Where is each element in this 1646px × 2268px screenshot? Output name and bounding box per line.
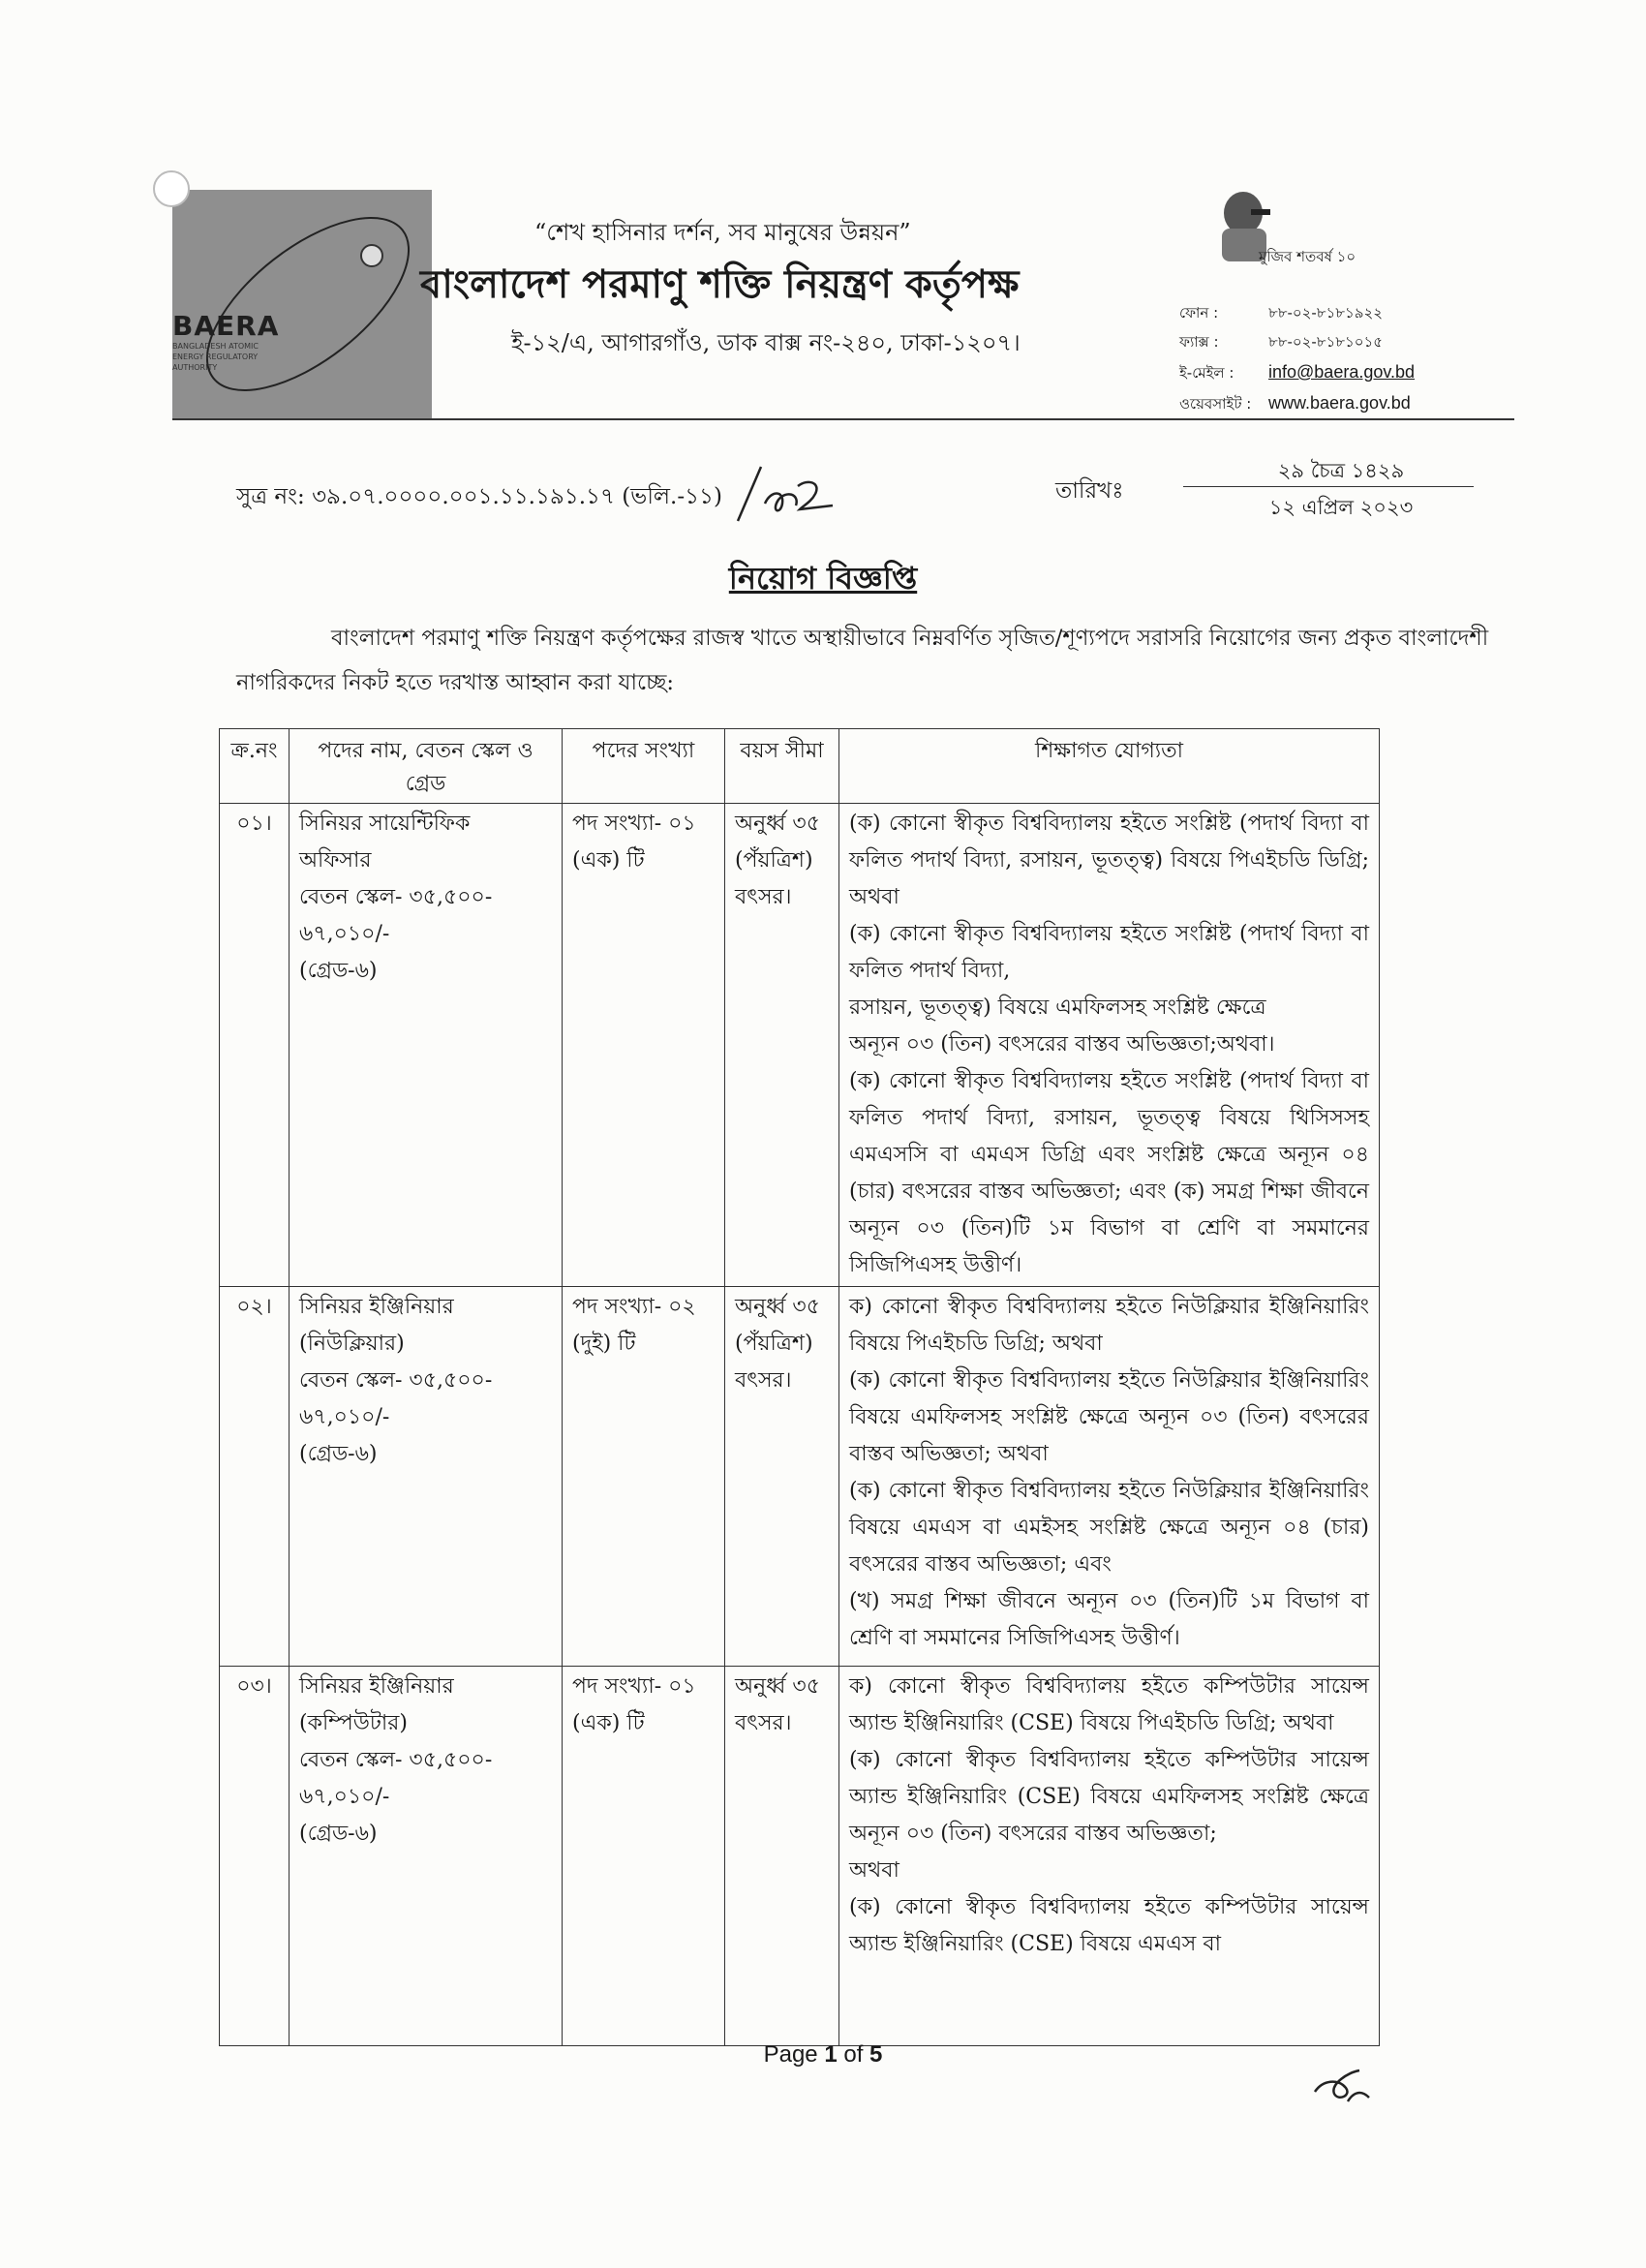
page-number: 1	[824, 2041, 838, 2068]
row-serial: ০১।	[220, 804, 290, 1287]
memo-reference: সুত্র নং: ৩৯.০৭.০০০০.০০১.১১.১৯১.১৭ (ভলি.-১১)	[236, 484, 722, 509]
row-count: পদ সংখ্যা- ০২ (দুই) টি	[563, 1287, 725, 1667]
phone-label: ফোন :	[1179, 304, 1219, 322]
post-line: বেতন স্কেল- ৩৫,৫০০-	[299, 885, 493, 909]
row-age: অনুর্ধ্ব ৩৫ (পঁয়ত্রিশ) বৎসর।	[725, 1287, 839, 1667]
qual-line: (খ) সমগ্র শিক্ষা জীবনে অন্যূন ০৩ (তিন)টি ১ম বিভাগ বা শ্রেণি বা সমমানের সিজিপিএসহ উত্তীর্ণ।	[849, 1589, 1369, 1650]
post-line: (গ্রেড-৬)	[299, 1442, 378, 1466]
post-line: ৬৭,০১০/-	[299, 1785, 390, 1809]
of-word: of	[843, 2041, 864, 2068]
post-line: অফিসার	[299, 848, 372, 873]
date-divider	[1183, 486, 1474, 487]
signature-initials	[1309, 2063, 1377, 2107]
baera-logo	[172, 190, 432, 418]
row-age: অনুর্ধ্ব ৩৫ বৎসর।	[725, 1667, 839, 2046]
page-word: Page	[763, 2041, 818, 2068]
row-post	[290, 804, 563, 1287]
logo-text: BAERA	[172, 310, 280, 342]
qual-line: (ক) কোনো স্বীকৃত বিশ্ববিদ্যালয় হইতে কম্পিউটার সায়েন্স অ্যান্ড ইঞ্জিনিয়ারিং (CSE) বিষয়ে এমফিলসহ সংশ্লিষ্ট ক্ষেত্রে অন্যূন ০৩ (তিন) বৎসরের বাস্তব অভিজ্ঞতা;	[849, 1748, 1369, 1846]
post-line: সিনিয়র ইঞ্জিনিয়ার	[299, 1295, 454, 1319]
qual-line: (ক) কোনো স্বীকৃত বিশ্ববিদ্যালয় হইতে নিউক্লিয়ার ইঞ্জিনিয়ারিং বিষয়ে এমফিলসহ সংশ্লিষ্ট ক্ষেত্রে অন্যূন ০৩ (তিন) বৎসরের বাস্তব অভিজ্ঞতা; অথবা	[849, 1368, 1369, 1466]
qual-line: রসায়ন, ভূতত্ত্ব) বিষয়ে এমফিলসহ সংশ্লিষ্ট ক্ষেত্রে	[849, 996, 1266, 1020]
post-line: (কম্পিউটার)	[299, 1711, 408, 1735]
row-post	[290, 1287, 563, 1667]
slogan: “শেখ হাসিনার দর্শন, সব মানুষের উন্নয়ন”	[534, 219, 911, 246]
notice-intro: বাংলাদেশ পরমাণু শক্তি নিয়ন্ত্রণ কর্তৃপক্ষের রাজস্ব খাতে অস্থায়ীভাবে নিম্নবর্ণিত সৃজিত/শূণ্যপদে সরাসরি নিয়োগের জন্য প্রকৃত বাংলাদেশী নাগরিকদের নিকট হতে দরখাস্ত আহ্বান করা যাচ্ছে:	[236, 626, 1489, 695]
mujib-centenary-logo	[1201, 184, 1356, 271]
fax-value: ৮৮-০২-৮১৮১০১৫	[1268, 333, 1383, 351]
post-line: সিনিয়র সায়েন্টিফিক	[299, 812, 471, 836]
date-label: তারিখঃ	[1055, 478, 1124, 504]
row-post	[290, 1667, 563, 2046]
header-divider	[172, 418, 1514, 420]
qual-line: অন্যূন ০৩ (তিন) বৎসরের বাস্তব অভিজ্ঞতা;অথবা।	[849, 1032, 1275, 1057]
page-indicator	[0, 2041, 1646, 2069]
qual-line: (ক) কোনো স্বীকৃত বিশ্ববিদ্যালয় হইতে কম্পিউটার সায়েন্স অ্যান্ড ইঞ্জিনিয়ারিং (CSE) বিষয়ে এমএস বা	[849, 1895, 1369, 1956]
header-age: বয়স সীমা	[725, 729, 839, 804]
post-line: (গ্রেড-৬)	[299, 1822, 378, 1846]
website-value: www.baera.gov.bd	[1268, 393, 1411, 413]
header-qualification: শিক্ষাগত যোগ্যতা	[839, 729, 1380, 804]
table-row	[220, 804, 1380, 1287]
email-link[interactable]: info@baera.gov.bd	[1268, 362, 1416, 382]
header-count: পদের সংখ্যা	[563, 729, 725, 804]
contact-email	[1179, 362, 1415, 386]
org-address: ই-১২/এ, আগারগাঁও, ডাক বাক্স নং-২৪০, ঢাকা-১২০৭।	[511, 329, 1021, 356]
post-line: ৬৭,০১০/-	[299, 922, 390, 946]
email-label: ই-মেইল :	[1179, 364, 1234, 382]
table-row	[220, 1287, 1380, 1667]
qual-line: ক) কোনো স্বীকৃত বিশ্ববিদ্যালয় হইতে নিউক্লিয়ার ইঞ্জিনিয়ারিং বিষয়ে পিএইচডি ডিগ্রি; অথবা	[849, 1295, 1369, 1356]
row-qualification	[839, 1287, 1380, 1667]
atom-orbit-icon	[172, 190, 432, 418]
row-qualification	[839, 1667, 1380, 2046]
date-gregorian: ১২ এপ্রিল ২০২৩	[1268, 496, 1414, 519]
row-age: অনুর্ধ্ব ৩৫ (পঁয়ত্রিশ) বৎসর।	[725, 804, 839, 1287]
row-serial: ০৩।	[220, 1667, 290, 2046]
row-count: পদ সংখ্যা- ০১ (এক) টি	[563, 804, 725, 1287]
website-label: ওয়েবসাইট :	[1179, 395, 1252, 413]
qual-line: (ক) কোনো স্বীকৃত বিশ্ববিদ্যালয় হইতে সংশ্লিষ্ট (পদার্থ বিদ্যা বা ফলিত পদার্থ বিদ্যা, রসায়ন, ভূতত্ত্ব) বিষয়ে পিএইচডি ডিগ্রি; অথবা	[849, 812, 1369, 909]
page-total: 5	[869, 2041, 883, 2068]
post-line: বেতন স্কেল- ৩৫,৫০০-	[299, 1368, 493, 1393]
qual-line: (ক) কোনো স্বীকৃত বিশ্ববিদ্যালয় হইতে সংশ্লিষ্ট (পদার্থ বিদ্যা বা ফলিত পদার্থ বিদ্যা, রসায়ন, ভূতত্ত্ব বিষয়ে থিসিসসহ এমএসসি বা এমএস ডিগ্রি এবং সংশ্লিষ্ট ক্ষেত্রে অন্যূন ০৪ (চার) বৎসরের বাস্তব অভিজ্ঞতা; এবং (ক) সমগ্র শিক্ষা জীবনে অন্যূন ০৩ (তিন)টি ১ম বিভাগ বা শ্রেণি বা সমমানের সিজিপিএসহ উত্তীর্ণ।	[849, 1069, 1369, 1277]
phone-value: ৮৮-০২-৮১৮১৯২২	[1268, 304, 1383, 322]
contact-website	[1179, 393, 1411, 417]
qual-line: (ক) কোনো স্বীকৃত বিশ্ববিদ্যালয় হইতে সংশ্লিষ্ট (পদার্থ বিদ্যা বা ফলিত পদার্থ বিদ্যা,	[849, 922, 1369, 983]
post-line: বেতন স্কেল- ৩৫,৫০০-	[299, 1748, 493, 1772]
post-line: ৬৭,০১০/-	[299, 1405, 390, 1429]
table-row	[220, 1667, 1380, 2046]
job-table	[219, 728, 1380, 2046]
header-post: পদের নাম, বেতন স্কেল ও গ্রেড	[290, 729, 563, 804]
row-qualification	[839, 804, 1380, 1287]
qual-line: অথবা	[849, 1858, 899, 1883]
post-line: সিনিয়র ইঞ্জিনিয়ার	[299, 1674, 454, 1699]
fax-label: ফ্যাক্স :	[1179, 333, 1219, 351]
date-bangla: ২৯ চৈত্র ১৪২৯	[1277, 459, 1405, 482]
table-header-row	[220, 729, 1380, 804]
punch-hole	[153, 170, 190, 207]
qual-line: ক) কোনো স্বীকৃত বিশ্ববিদ্যালয় হইতে কম্পিউটার সায়েন্স অ্যান্ড ইঞ্জিনিয়ারিং (CSE) বিষয়ে পিএইচডি ডিগ্রি; অথবা	[849, 1674, 1369, 1735]
notice-title	[0, 554, 1646, 606]
handwritten-memo-number	[728, 461, 844, 529]
logo-subtext: BANGLADESH ATOMIC ENERGY REGULATORY AUTHORITY	[172, 342, 259, 372]
contact-phone	[1179, 302, 1383, 326]
notice-title-text: নিয়োগ বিজ্ঞপ্তি	[728, 560, 918, 597]
post-line: (গ্রেড-৬)	[299, 959, 378, 983]
post-line: (নিউক্লিয়ার)	[299, 1332, 405, 1356]
contact-fax	[1179, 331, 1383, 355]
qual-line: (ক) কোনো স্বীকৃত বিশ্ববিদ্যালয় হইতে নিউক্লিয়ার ইঞ্জিনিয়ারিং বিষয়ে এমএস বা এমইসহ সংশ্লিষ্ট ক্ষেত্রে অন্যূন ০৪ (চার) বৎসরের বাস্তব অভিজ্ঞতা; এবং	[849, 1479, 1369, 1577]
org-name: বাংলাদেশ পরমাণু শক্তি নিয়ন্ত্রণ কর্তৃপক্ষ	[420, 261, 1020, 307]
mujib-logo-text: মুজিব শতবর্ষ ১০০	[1259, 248, 1356, 265]
row-serial: ০২।	[220, 1287, 290, 1667]
row-count: পদ সংখ্যা- ০১ (এক) টি	[563, 1667, 725, 2046]
header-serial: ক্র.নং	[220, 729, 290, 804]
